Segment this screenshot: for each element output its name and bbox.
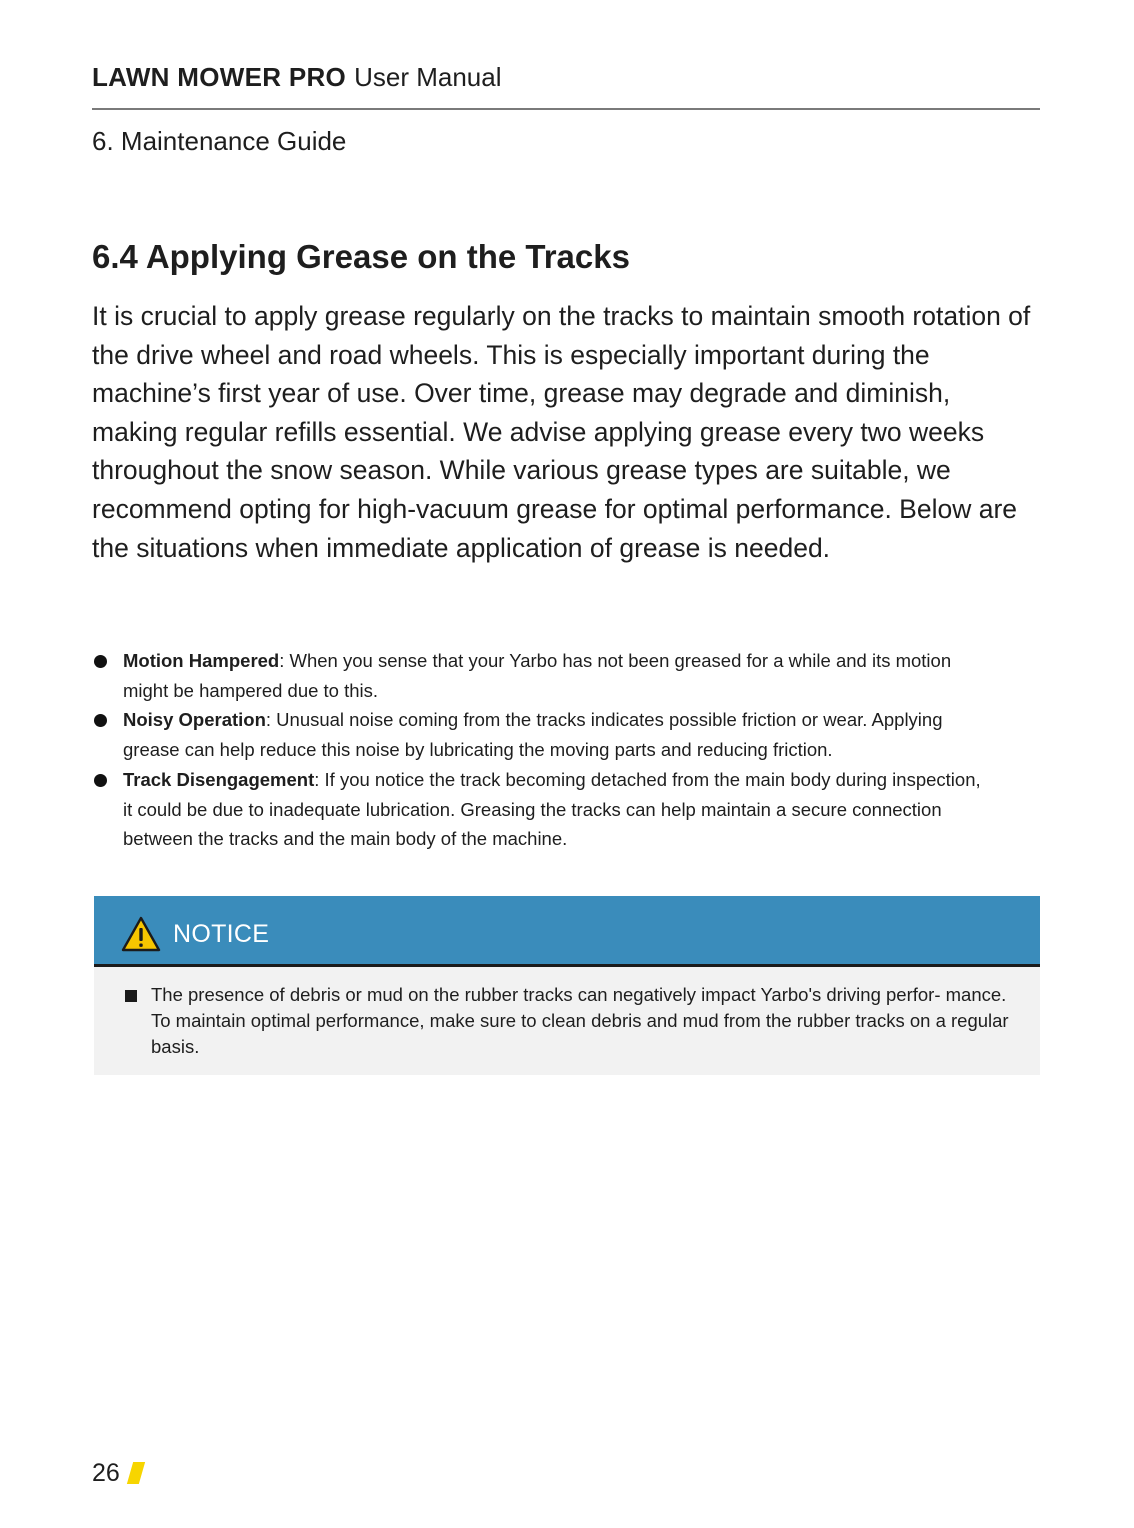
bullet-dot-icon <box>94 774 107 787</box>
warning-triangle-icon <box>121 916 161 952</box>
situation-term: Motion Hampered <box>123 650 280 671</box>
page-tab-marker <box>127 1462 145 1484</box>
header-divider <box>92 108 1040 110</box>
situation-term: Track Disengagement <box>123 768 315 790</box>
situation-text: : If you notice the track becoming detached from the main body during inspection, it could be due to inadequate lubrication. Greasing the tracks can help maintain a secure connection between the tracks and the main body of the machine. <box>123 768 981 850</box>
notice-item <box>124 982 1026 1060</box>
situation-text: : When you sense that your Yarbo has not been greased for a while and its motion might be hampered due to this. <box>123 650 952 701</box>
situation-list <box>92 646 992 854</box>
notice-list <box>124 982 1026 1060</box>
page-footer <box>92 1458 120 1488</box>
bullet-dot-icon <box>94 714 107 727</box>
notice-box <box>94 896 1040 1075</box>
intro-paragraph: It is crucial to apply grease regularly on the tracks to maintain smooth rotation of the drive wheel and road wheels. This is especially important during the machine’s first year of use. Over time, grease may degrade and diminish, making regular refills essential. We advise applying grease every two weeks throughout the snow season. While various grease types are suitable, we recommend opting for high-vacuum grease for optimal performance. Below are the situations when immediate application of grease is needed. <box>92 301 1031 563</box>
situation-text: : Unusual noise coming from the tracks indicates possible friction or wear. Applying grease can help reduce this noise by lubricating the moving parts and reducing friction. <box>123 709 943 761</box>
chapter-label: 6. Maintenance Guide <box>92 126 347 156</box>
document-type: User Manual <box>354 62 502 92</box>
page-number: 26 <box>92 1459 120 1487</box>
notice-header <box>94 896 1040 967</box>
section-heading: 6.4 Applying Grease on the Tracks <box>92 238 630 275</box>
situation-term: Noisy Operation <box>123 709 266 731</box>
page-header <box>92 60 1040 94</box>
list-item <box>92 646 992 705</box>
product-name: LAWN MOWER PRO <box>92 62 347 92</box>
list-item <box>92 705 992 764</box>
bullet-dot-icon <box>94 655 107 668</box>
notice-title: NOTICE <box>173 920 270 948</box>
list-item <box>92 765 992 854</box>
notice-text: The presence of debris or mud on the rubber tracks can negatively impact Yarbo's driving perfor- mance. To maintain optimal performance, make sure to clean debris and mud from the rubber tracks on a regular basis. <box>151 984 1009 1057</box>
square-bullet-icon <box>125 990 137 1002</box>
